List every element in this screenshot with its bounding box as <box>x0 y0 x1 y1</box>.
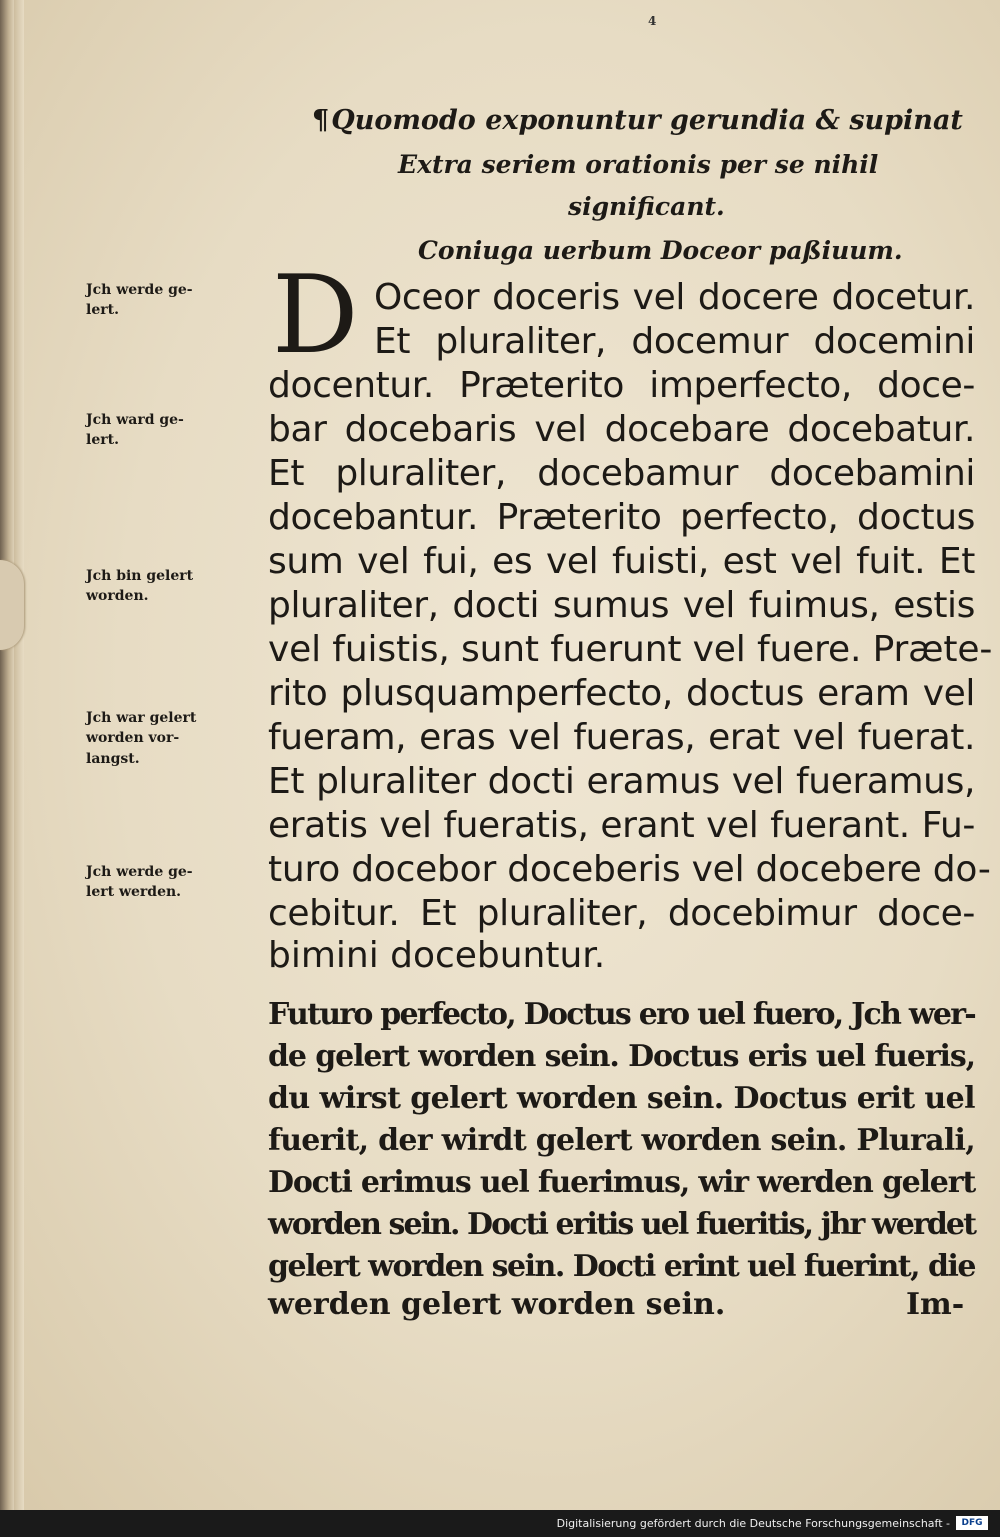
margin-gloss <box>86 566 264 607</box>
gloss-line: lert. <box>86 302 119 319</box>
gloss-line: langst. <box>86 750 140 767</box>
gloss-line: worden. <box>86 588 149 605</box>
gloss-line: Jch ward ge- <box>86 412 184 428</box>
heading-line-3: significant. <box>568 192 725 221</box>
footer-credit: Digitalisierung gefördert durch die Deutsche Forschungsgemeinschaft - <box>556 1517 950 1530</box>
margin-gloss <box>86 862 264 903</box>
main-text-line: fueram, eras vel fueras, erat vel fuerat. <box>268 717 975 758</box>
blackletter-line: de gelert worden sein. Doctus eris uel fueris, <box>268 1039 975 1074</box>
main-text-line: bar docebaris vel docebare docebatur. <box>268 409 975 450</box>
book-gutter <box>0 0 14 1510</box>
gloss-line: lert werden. <box>86 884 182 901</box>
catchword: Im- <box>906 1287 965 1322</box>
main-text-line: eratis vel fueratis, erant vel fuerant. Fu- <box>268 805 975 846</box>
heading-text: Quomodo exponuntur gerundia & supinat <box>331 105 963 136</box>
main-text-line: vel fuistis, sunt fuerunt vel fuere. Præte- <box>268 629 993 670</box>
main-text-line: Oceor doceris vel docere docetur. <box>374 277 975 318</box>
blackletter-line: du wirst gelert worden sein. Doctus erit uel <box>268 1081 975 1116</box>
blackletter-line: Docti erimus uel fuerimus, wir werden gelert <box>268 1165 975 1200</box>
main-text-line: docentur. Præterito imperfecto, doce- <box>268 365 975 406</box>
margin-gloss <box>86 410 264 451</box>
main-text-line: sum vel fui, es vel fuisti, est vel fuit. Et <box>268 541 975 582</box>
gloss-line: lert. <box>86 432 119 449</box>
main-text-line: cebitur. Et pluraliter, docebimur doce- <box>268 893 975 934</box>
dfg-logo-icon: DFG <box>956 1516 988 1530</box>
main-text-line: pluraliter, docti sumus vel fuimus, estis <box>268 585 975 626</box>
main-text-line: turo docebor doceberis vel docebere do- <box>268 849 991 890</box>
page-mark: 4 <box>648 14 657 28</box>
main-text-line: docebantur. Præterito perfecto, doctus <box>268 497 975 538</box>
blackletter-line: Futuro perfecto, Doctus ero uel fuero, Jch wer- <box>268 997 975 1032</box>
main-text-line: Et pluraliter, docemur docemini <box>374 321 975 362</box>
heading-line-2: Extra seriem orationis per se nihil <box>398 150 879 179</box>
blackletter-line: gelert worden sein. Docti erint uel fuerint, die <box>268 1249 975 1284</box>
page-edge <box>14 0 24 1510</box>
footer-bar <box>0 1510 1000 1537</box>
blackletter-line: worden sein. Docti eritis uel fueritis, jhr werdet <box>268 1207 975 1242</box>
pilcrow-icon: ¶ <box>312 105 330 136</box>
main-text-line: bimini docebuntur. <box>268 935 606 976</box>
blackletter-line: fuerit, der wirdt gelert worden sein. Plurali, <box>268 1123 975 1158</box>
main-text-line: rito plusquamperfecto, doctus eram vel <box>268 673 975 714</box>
blackletter-line: werden gelert worden sein. <box>268 1287 726 1322</box>
margin-gloss <box>86 280 264 321</box>
gloss-line: Jch werde ge- <box>86 282 193 298</box>
drop-cap: D <box>272 253 359 378</box>
conjugation-heading: Coniuga uerbum Doceor paßiuum. <box>418 236 903 265</box>
gloss-line: Jch war gelert <box>86 710 197 726</box>
main-text-line: Et pluraliter, docebamur docebamini <box>268 453 975 494</box>
page-tab-marker <box>0 560 24 650</box>
main-text-line: Et pluraliter docti eramus vel fueramus, <box>268 761 975 802</box>
gloss-line: worden vor- <box>86 730 180 747</box>
heading-line-1 <box>312 105 963 136</box>
gloss-line: Jch bin gelert <box>86 568 194 584</box>
margin-gloss <box>86 708 264 769</box>
gloss-line: Jch werde ge- <box>86 864 193 880</box>
